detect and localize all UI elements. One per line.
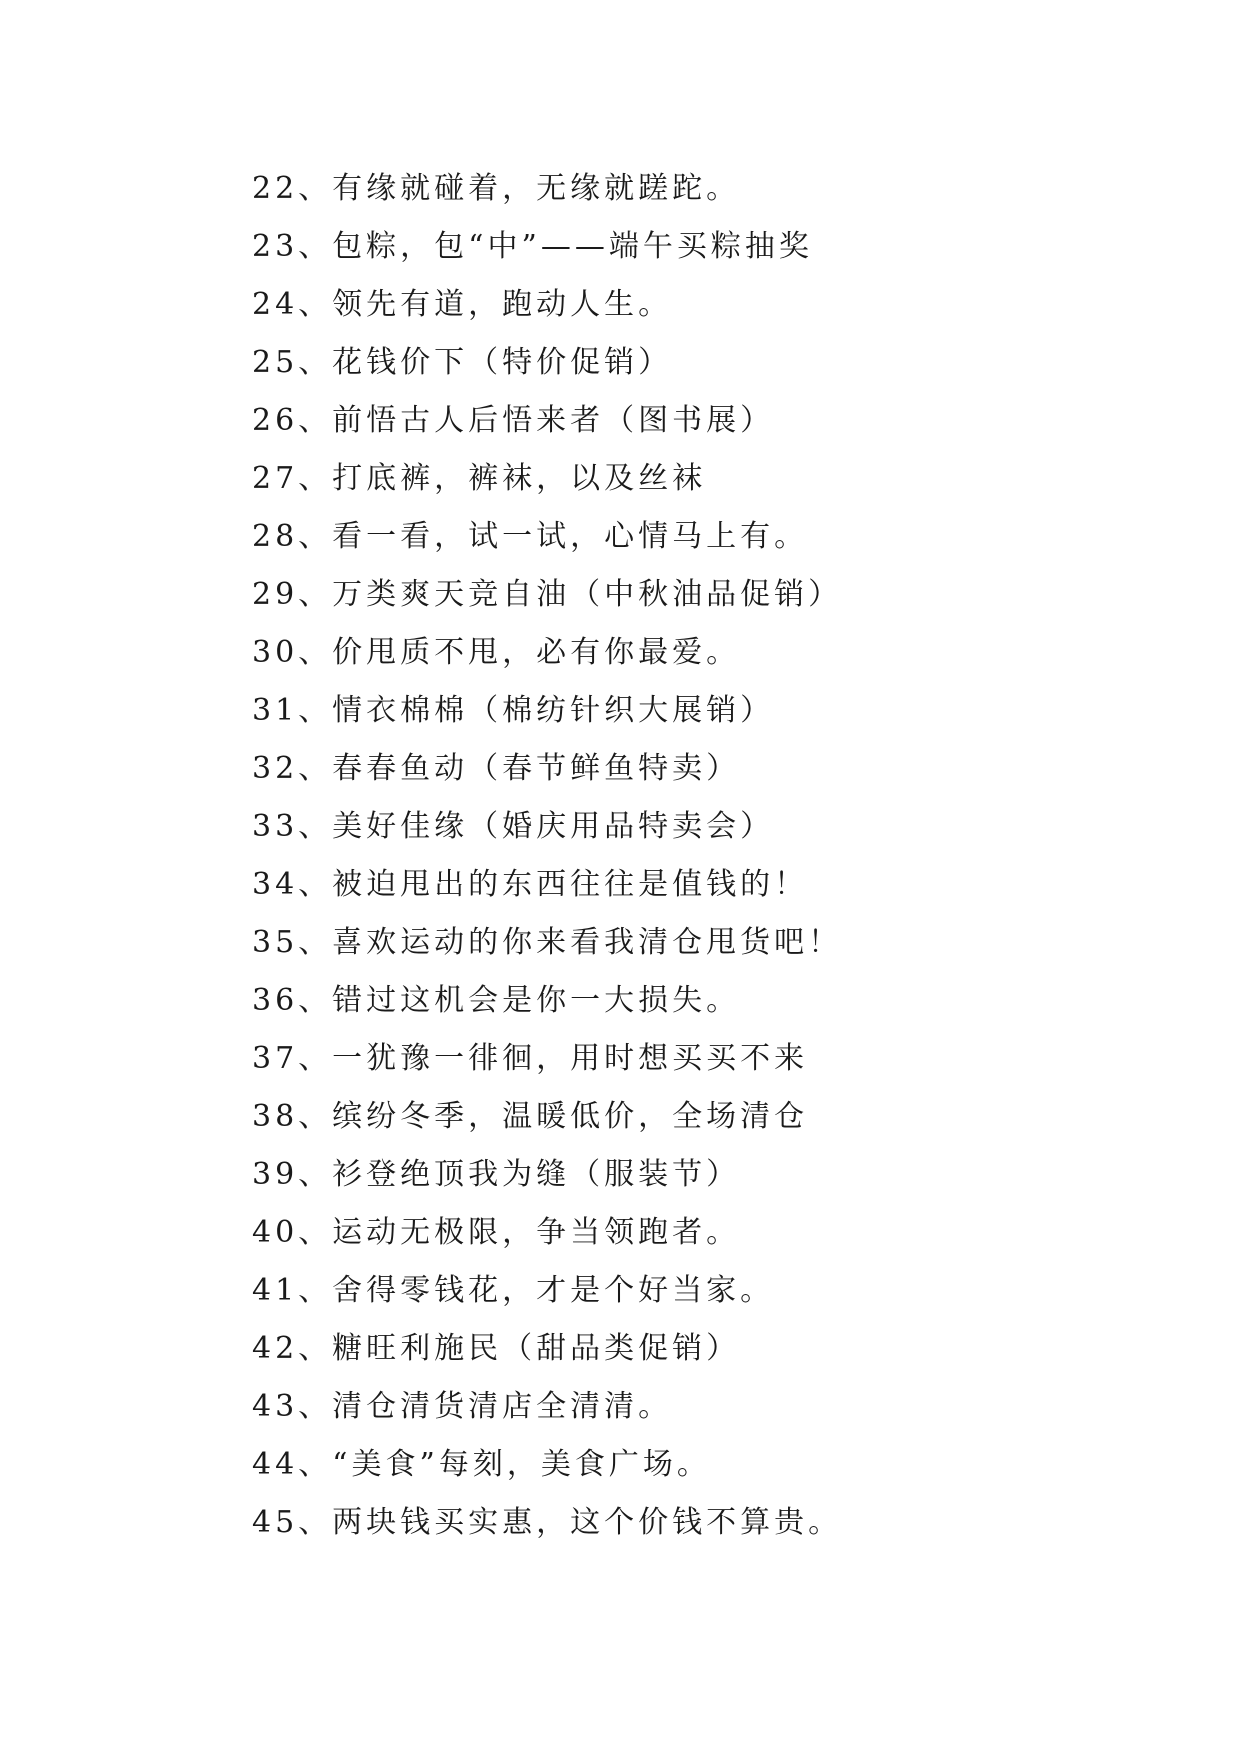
list-item: 35、喜欢运动的你来看我清仓甩货吧！ — [252, 925, 843, 960]
list-item: 45、两块钱买实惠，这个价钱不算贵。 — [252, 1505, 843, 1540]
list-item: 22、有缘就碰着，无缘就蹉跎。 — [252, 171, 741, 206]
list-item: 23、包粽，包“中”——端午买粽抽奖 — [252, 229, 813, 264]
list-item: 34、被迫甩出的东西往往是值钱的！ — [252, 867, 809, 902]
list-item: 27、打底裤，裤袜，以及丝袜 — [252, 461, 707, 496]
list-item: 31、情衣棉棉（棉纺针织大展销） — [252, 693, 775, 728]
list-item: 39、衫登绝顶我为缝（服装节） — [252, 1157, 741, 1192]
list-item: 37、一犹豫一徘徊，用时想买买不来 — [252, 1041, 809, 1076]
list-item: 24、领先有道，跑动人生。 — [252, 287, 673, 322]
list-item: 25、花钱价下（特价促销） — [252, 345, 673, 380]
list-item: 33、美好佳缘（婚庆用品特卖会） — [252, 809, 775, 844]
list-item: 30、价甩质不甩，必有你最爱。 — [252, 635, 741, 670]
list-item: 36、错过这机会是你一大损失。 — [252, 983, 741, 1018]
list-item: 32、春春鱼动（春节鲜鱼特卖） — [252, 751, 741, 786]
list-item: 29、万类爽天竞自油（中秋油品促销） — [252, 577, 843, 612]
list-item: 43、清仓清货清店全清清。 — [252, 1389, 673, 1424]
list-item: 26、前悟古人后悟来者（图书展） — [252, 403, 775, 438]
list-item: 42、糖旺利施民（甜品类促销） — [252, 1331, 741, 1366]
list-item: 40、运动无极限，争当领跑者。 — [252, 1215, 741, 1250]
list-item: 38、缤纷冬季，温暖低价，全场清仓 — [252, 1099, 809, 1134]
list-item: 41、舍得零钱花，才是个好当家。 — [252, 1273, 775, 1308]
list-item: 28、看一看，试一试，心情马上有。 — [252, 519, 809, 554]
list-item: 44、“美食”每刻，美食广场。 — [252, 1447, 711, 1482]
slogan-list — [252, 160, 842, 1552]
